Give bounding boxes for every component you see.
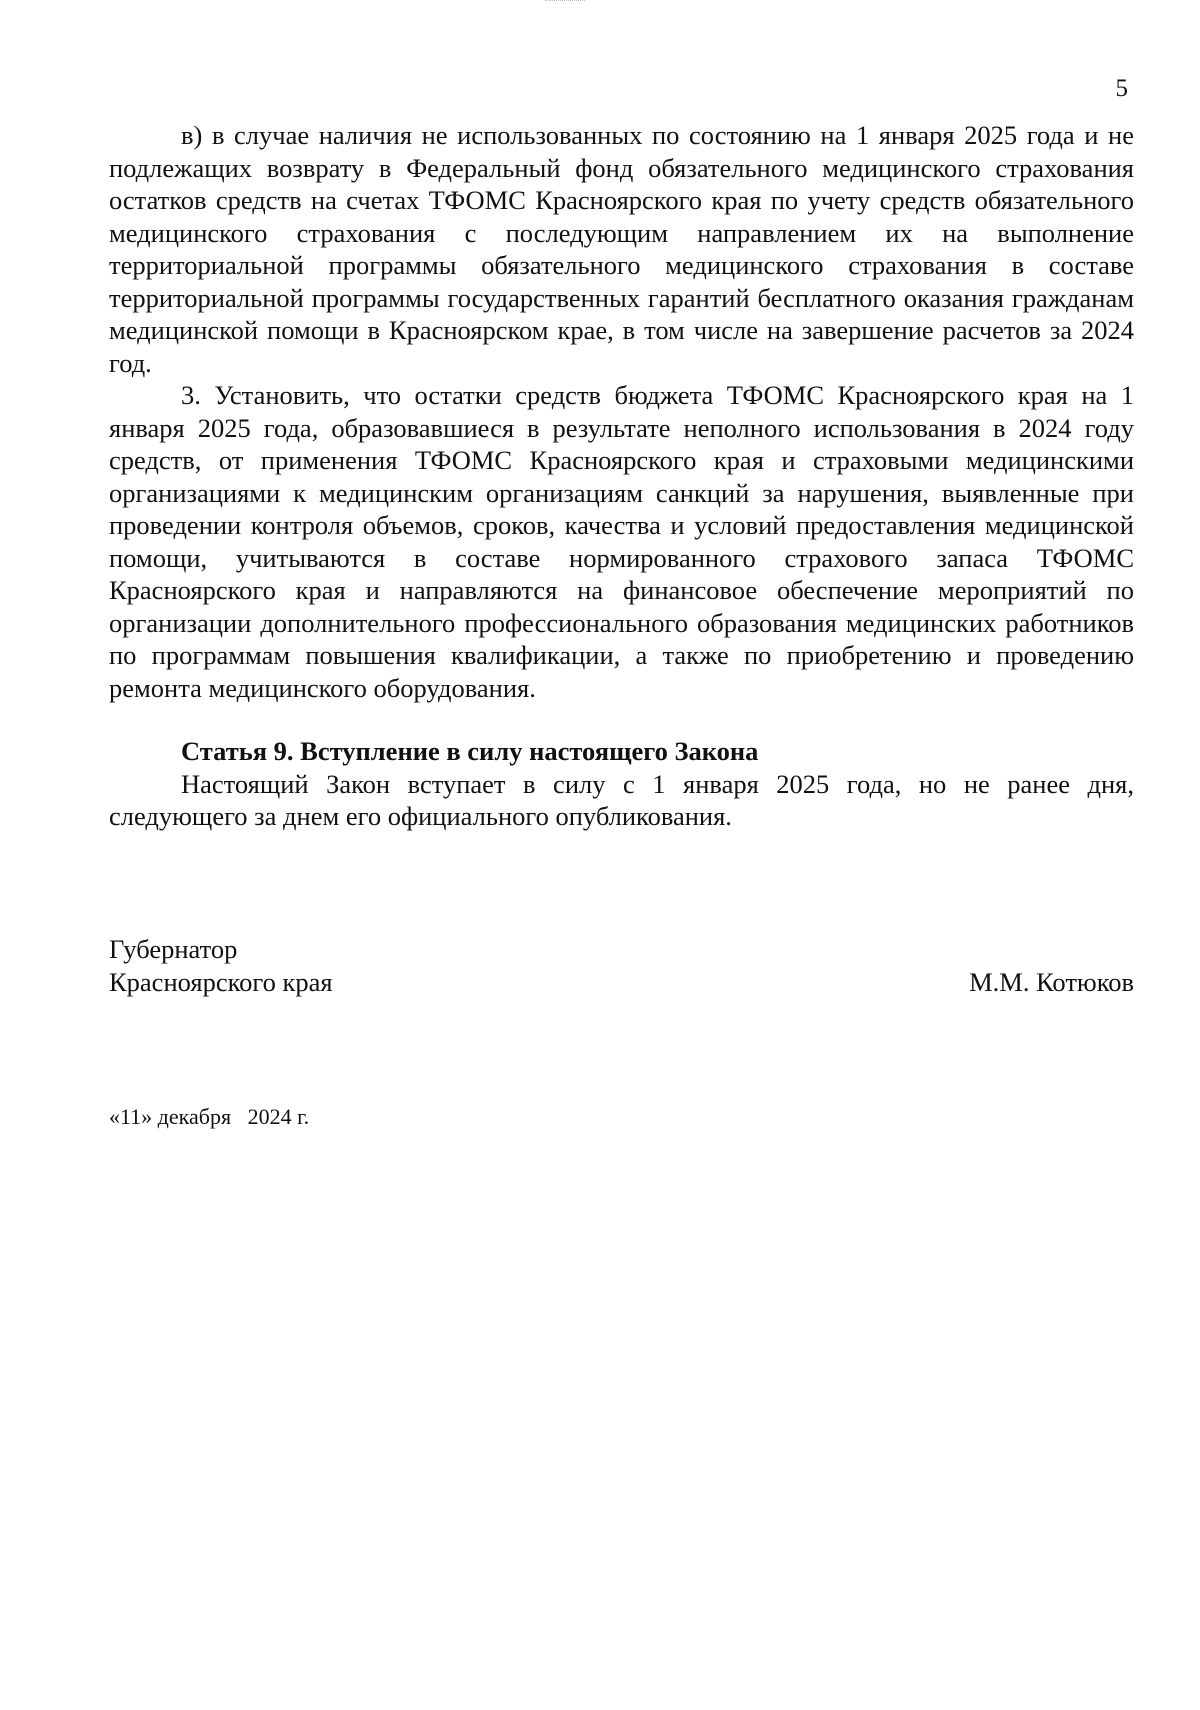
scan-artifact [545,0,585,4]
paragraph-3: 3. Установить, что остатки средств бюджета ТФОМС Красноярского края на 1 января 2025 года, образовавшиеся в результате неполного использования в 2024 году средств, от применения ТФОМС Красноярского края и страховыми медицинскими организациями к медицинским организациям санкций за нарушения, выявленные при проведении контроля объемов, сроков, качества и условий предоставления медицинской помощи, учитываются в составе нормированного страхового запаса ТФОМС Красноярского края и направляются на финансовое обеспечение мероприятий по организации дополнительного профессионального образования медицинских работников по программам повышения квалификации, а также по приобретению и проведению ремонта медицинского оборудования. [109,380,1134,703]
article-9-heading: Статья 9. Вступление в силу настоящего Закона [181,736,759,766]
page-number: 5 [1115,75,1128,102]
signing-date [109,1103,309,1131]
signature-row [109,966,1134,999]
signing-date-text: «11» декабря 2024 г. [109,1104,310,1129]
signature-block [109,933,1134,998]
signatory-title-line-2: Красноярского края [109,966,333,997]
paragraph-v: в) в случае наличия не использованных по состоянию на 1 января 2025 года и не подлежащих возврату в Федеральный фонд обязательного медицинского страхования остатков средств на счетах ТФОМС Красноярского края по учету средств обязательного медицинского страхования с последующим направлением их на выполнение территориальной программы обязательного медицинского страхования в составе территориальной программы государственных гарантий бесплатного оказания гражданам медицинской помощи в Красноярском крае, в том числе на завершение расчетов за 2024 год. [109,120,1134,378]
document-body [109,119,1134,833]
signatory-title-line-1: Губернатор [109,934,238,964]
article-9-text: Настоящий Закон вступает в силу с 1 января 2025 года, но не ранее дня, следующего за днем его официального опубликования. [109,768,1134,831]
signatory-name: М.М. Котюков [969,966,1134,997]
